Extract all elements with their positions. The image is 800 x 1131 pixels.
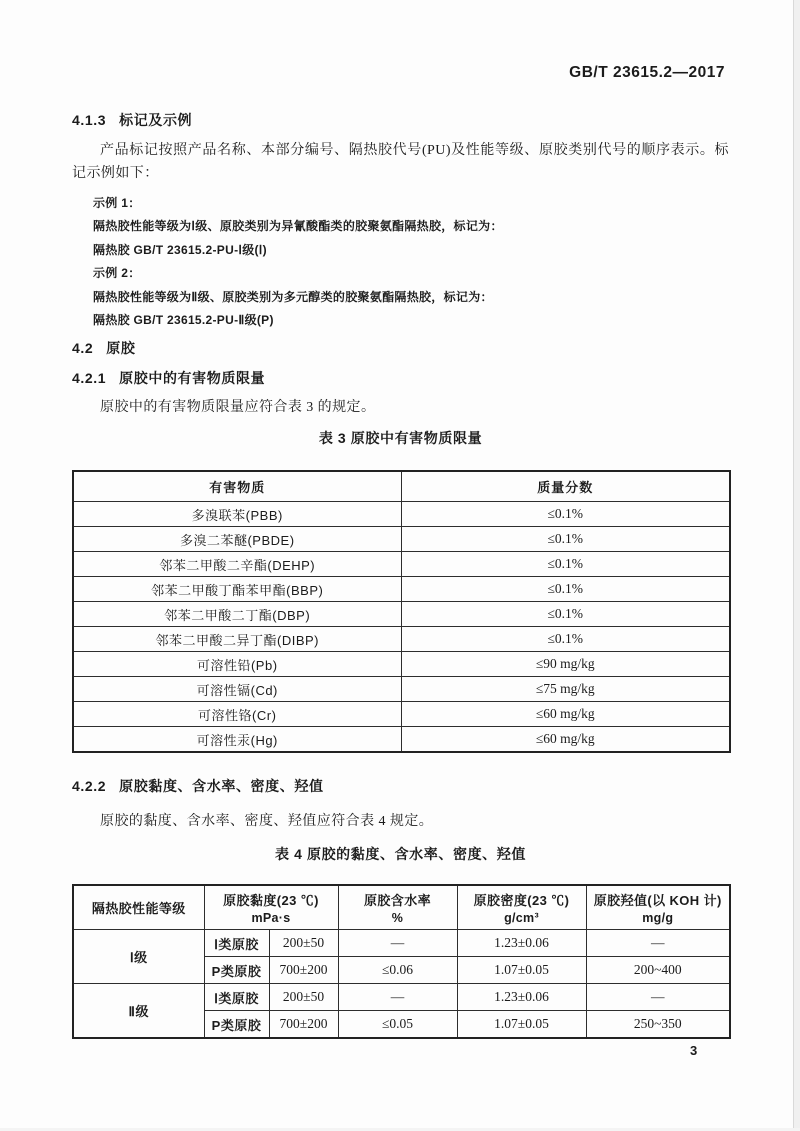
heading-number: 4.2.1 [72, 370, 107, 386]
hydroxyl-cell: 200~400 [586, 957, 730, 984]
glue-type-cell: Ⅰ类原胶 [204, 930, 269, 957]
grade-cell: Ⅱ级 [73, 984, 204, 1039]
heading-number: 4.2.2 [72, 778, 107, 794]
example-2-description: 隔热胶性能等级为Ⅱ级、原胶类别为多元醇类的胶聚氨酯隔热胶，标记为： [93, 289, 493, 304]
substance-cell: 邻苯二甲酸二异丁酯(DIBP) [73, 627, 401, 652]
header-unit: mPa·s [251, 911, 291, 925]
density-cell: 1.07±0.05 [457, 1011, 586, 1039]
scan-edge-right [793, 0, 800, 1131]
table-row [73, 702, 730, 727]
limit-cell: ≤60 mg/kg [401, 702, 730, 727]
table-row [73, 627, 730, 652]
water-cell: ≤0.06 [338, 957, 457, 984]
table-row [73, 652, 730, 677]
heading-title: 原胶中的有害物质限量 [119, 370, 266, 386]
substance-cell: 可溶性汞(Hg) [73, 727, 401, 753]
header-label: 原胶含水率 [364, 893, 432, 908]
heading-4-2-2 [72, 776, 324, 796]
table-4-header-density [457, 885, 586, 930]
example-1-label: 示例 1： [93, 196, 141, 210]
limit-cell: ≤75 mg/kg [401, 677, 730, 702]
viscosity-cell: 200±50 [269, 984, 338, 1011]
limit-cell: ≤0.1% [401, 627, 730, 652]
header-label: 原胶羟值(以 KOH 计) [593, 893, 722, 908]
glue-type-cell: P类原胶 [204, 1011, 269, 1039]
table-4-raw-glue-properties [72, 884, 731, 1039]
table-row [73, 930, 730, 957]
header-unit: % [391, 911, 404, 925]
substance-cell: 邻苯二甲酸二辛酯(DEHP) [73, 552, 401, 577]
heading-4-1-3 [72, 110, 192, 130]
substance-cell: 多溴联苯(PBB) [73, 502, 401, 527]
limit-cell: ≤90 mg/kg [401, 652, 730, 677]
example-2-label: 示例 2： [93, 266, 141, 281]
table-3-header-substance: 有害物质 [73, 471, 401, 502]
heading-title: 原胶黏度、含水率、密度、羟值 [119, 778, 324, 794]
table-3-header-row [73, 471, 730, 502]
glue-type-cell: Ⅰ类原胶 [204, 984, 269, 1011]
substance-cell: 可溶性镉(Cd) [73, 677, 401, 702]
table-3-header-fraction: 质量分数 [401, 471, 730, 502]
table-4-header-hydroxyl [586, 885, 730, 930]
density-cell: 1.07±0.05 [457, 957, 586, 984]
marking-intro-paragraph: 产品标记按照产品名称、本部分编号、隔热胶代号(PU)及性能等级、原胶类别代号的顺序表示。标记示例如下： [72, 143, 729, 181]
table-4-header-viscosity [204, 885, 338, 930]
table-row [73, 527, 730, 552]
example-1-marking: 隔热胶 GB/T 23615.2-PU-Ⅰ级(Ⅰ) [93, 242, 267, 257]
water-cell: — [338, 930, 457, 957]
limit-cell: ≤0.1% [401, 577, 730, 602]
paragraph-4-2-2: 原胶的黏度、含水率、密度、羟值应符合表 4 规定。 [100, 814, 434, 829]
density-cell: 1.23±0.06 [457, 930, 586, 957]
marking-examples [93, 193, 503, 333]
substance-cell: 邻苯二甲酸丁酯苯甲酯(BBP) [73, 577, 401, 602]
limit-cell: ≤60 mg/kg [401, 727, 730, 753]
header-label: 原胶黏度(23 ℃) [223, 893, 319, 908]
heading-title: 原胶 [106, 340, 136, 356]
substance-cell: 可溶性铬(Cr) [73, 702, 401, 727]
density-cell: 1.23±0.06 [457, 984, 586, 1011]
glue-type-cell: P类原胶 [204, 957, 269, 984]
table-row [73, 677, 730, 702]
table-row [73, 577, 730, 602]
page-number: 3 [690, 1043, 698, 1058]
substance-cell: 多溴二苯醚(PBDE) [73, 527, 401, 552]
heading-number: 4.2 [72, 340, 94, 356]
heading-number: 4.1.3 [72, 112, 107, 128]
table-4-caption: 表 4 原胶的黏度、含水率、密度、羟值 [275, 846, 526, 862]
viscosity-cell: 200±50 [269, 930, 338, 957]
viscosity-cell: 700±200 [269, 957, 338, 984]
paragraph-4-2-1: 原胶中的有害物质限量应符合表 3 的规定。 [100, 400, 376, 415]
heading-4-2 [72, 338, 135, 358]
example-2-marking: 隔热胶 GB/T 23615.2-PU-Ⅱ级(P) [93, 312, 274, 327]
header-unit: mg/g [642, 911, 674, 925]
table-3-caption: 表 3 原胶中有害物质限量 [318, 430, 483, 446]
grade-cell: Ⅰ级 [73, 930, 204, 984]
hydroxyl-cell: — [586, 930, 730, 957]
hydroxyl-cell: 250~350 [586, 1011, 730, 1039]
substance-cell: 邻苯二甲酸二丁酯(DBP) [73, 602, 401, 627]
header-unit: g/cm³ [504, 911, 539, 925]
viscosity-cell: 700±200 [269, 1011, 338, 1039]
water-cell: ≤0.05 [338, 1011, 457, 1039]
table-4-header-water [338, 885, 457, 930]
limit-cell: ≤0.1% [401, 502, 730, 527]
table-row [73, 727, 730, 753]
limit-cell: ≤0.1% [401, 527, 730, 552]
table-row [73, 502, 730, 527]
table-4-header-row [73, 885, 730, 930]
heading-title: 标记及示例 [119, 112, 193, 128]
limit-cell: ≤0.1% [401, 602, 730, 627]
hydroxyl-cell: — [586, 984, 730, 1011]
table-4-header-grade: 隔热胶性能等级 [73, 885, 204, 930]
example-1-description: 隔热胶性能等级为Ⅰ级、原胶类别为异氰酸酯类的胶聚氨酯隔热胶，标记为： [93, 219, 503, 234]
substance-cell: 可溶性铅(Pb) [73, 652, 401, 677]
water-cell: — [338, 984, 457, 1011]
standard-code: GB/T 23615.2—2017 [569, 64, 725, 81]
heading-4-2-1 [72, 368, 265, 388]
table-row [73, 602, 730, 627]
limit-cell: ≤0.1% [401, 552, 730, 577]
table-row [73, 552, 730, 577]
header-label: 原胶密度(23 ℃) [473, 893, 570, 908]
table-3-harmful-substance-limits [72, 470, 731, 753]
table-row [73, 984, 730, 1011]
